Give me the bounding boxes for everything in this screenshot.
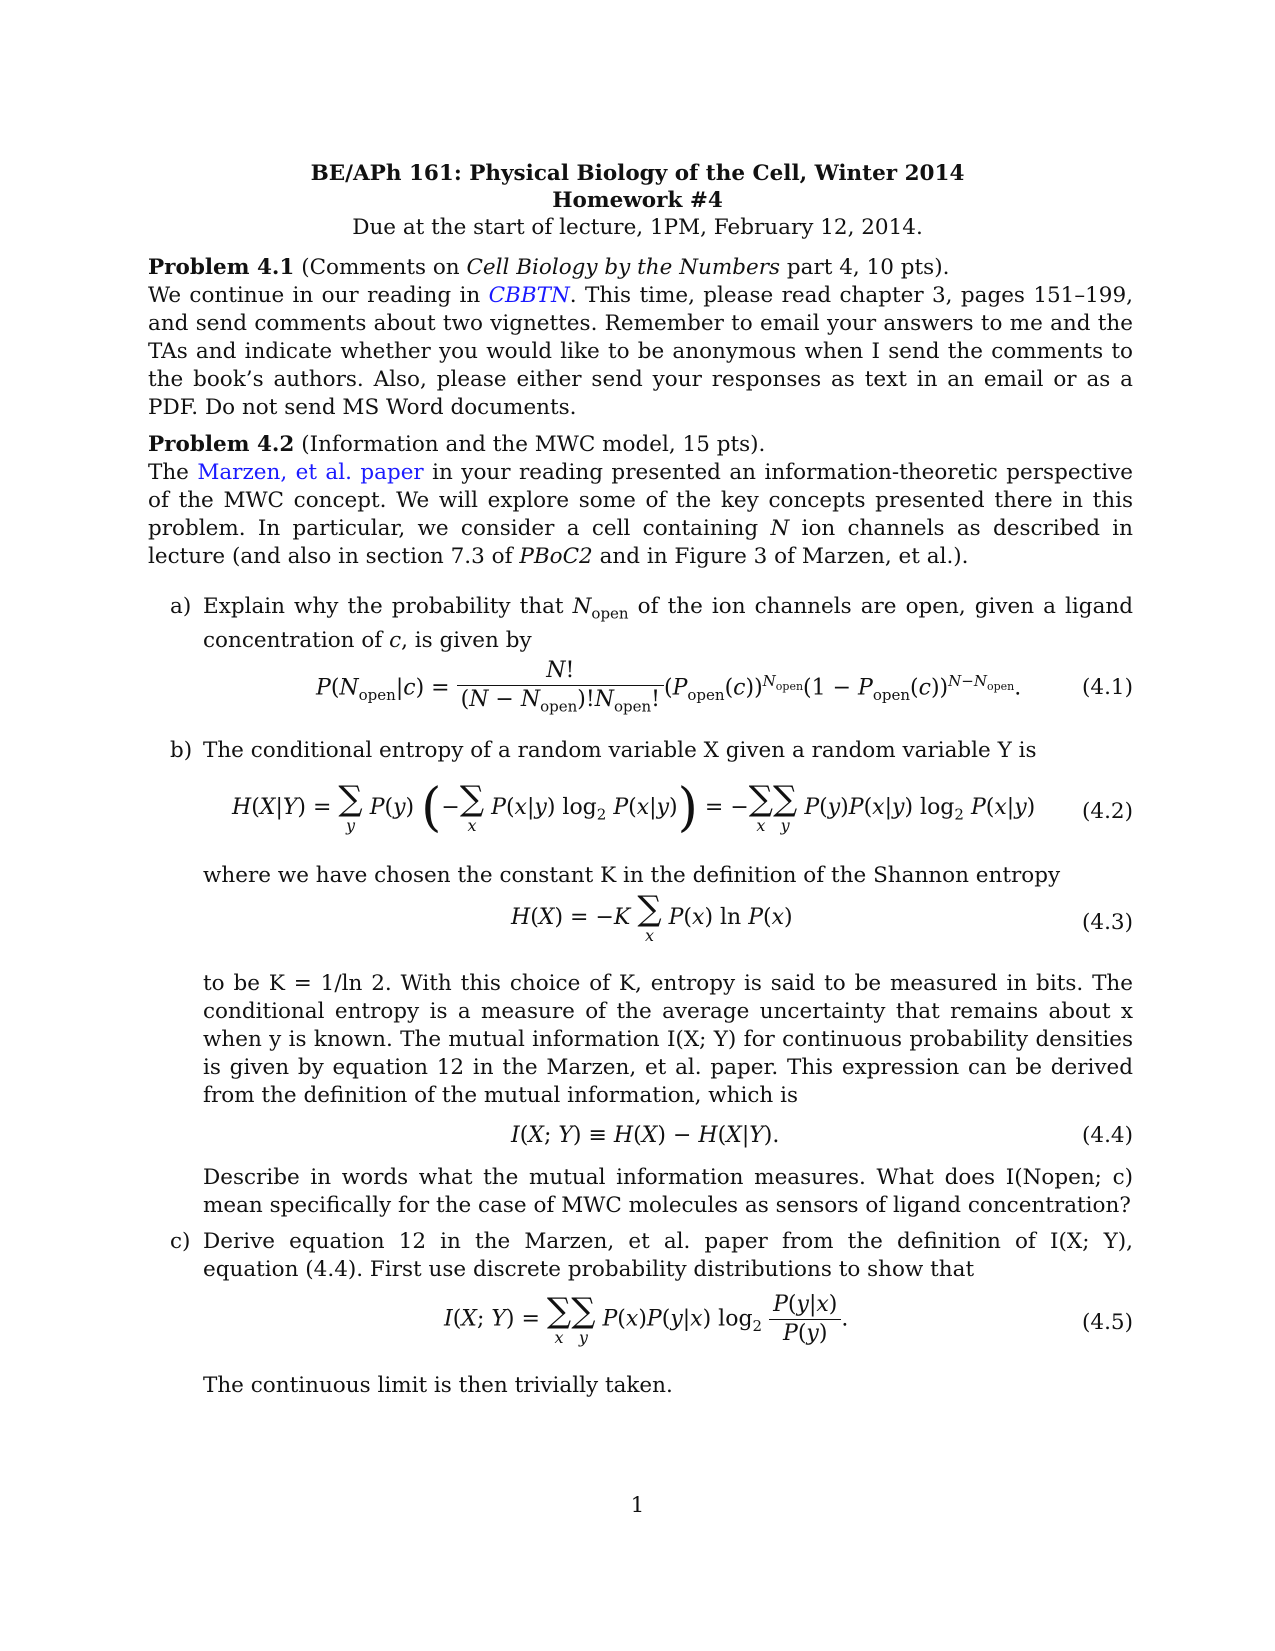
due-date: Due at the start of lecture, 1PM, February 12, 2014. — [352, 215, 923, 240]
equation-4-5: I(X; Y) = ∑ x ∑ y P(x)P(y|x) $\log_2$ $\frac{P(y|x)}{P(y)}$ . — [444, 1290, 849, 1347]
problem-4-2-lead: The — [148, 460, 198, 485]
problem-4-1-label: Problem 4.1 — [148, 255, 295, 280]
cbbtn-link[interactable]: CBBTN — [488, 283, 570, 308]
part-a-label: a) — [170, 594, 192, 619]
equation-4-1-number: (4.1) — [1082, 675, 1133, 700]
equation-4-3-number: (4.3) — [1082, 910, 1133, 935]
page-number: 1 — [630, 1493, 645, 1518]
equation-4-2-number: (4.2) — [1082, 799, 1133, 824]
problem-4-2-body1: in your reading presented an information-theoretic perspective of the MWC concept. We will explore some of the key concepts presented there in this problem. In particular, we consider a cell containing — [148, 460, 1133, 541]
part-b-text: The conditional entropy of a random variable X given a random variable Y is — [203, 738, 1037, 763]
book-title: Cell Biology by the Numbers — [466, 255, 781, 280]
problem-4-1-lead: We continue in our reading in — [148, 283, 489, 308]
equation-4-3: H(X) = −K ∑ x P(x) ln P(x) — [511, 889, 793, 945]
problem-4-1-body: . This time, please read chapter 3, pages 151–199, and send comments about two vignettes. Remember to email your answers to me and the TAs and indicate whether you would like to be anonymous when I send the comments to the book’s authors. Also, please either send your responses as text in an email or as a PDF. Do not send MS Word documents. — [148, 283, 1133, 420]
equation-4-1: $P(N_{open}|c)$ = $\frac{N!}{(N - N_{open})!N_{open}!}$ $(P_{open}(c))^{N_{open}}(1 - P_{open}(c))^{N-N_{open}}$. — [316, 658, 1022, 716]
problem-4-2-label: Problem 4.2 — [148, 432, 295, 457]
problem-4-1-paren-post: part 4, 10 pts). — [780, 255, 950, 280]
equation-4-4: I(X; Y) ≡ H(X) − H(X|Y). — [511, 1123, 780, 1148]
part-c-text: Derive equation 12 in the Marzen, et al. paper from the definition of I(X; Y), equation (4.4). First use discrete probability distributions to show that — [203, 1229, 1133, 1282]
entropy-paragraph: to be K = 1/ln 2. With this choice of K, entropy is said to be measured in bits. The conditional entropy is a measure of the average uncertainty that remains about x when y is known. The mutual information I(X; Y) for continuous probability densities is given by equation 12 in the Marzen, et al. paper. This expression can be derived from the definition of the mutual information, which is — [203, 971, 1133, 1108]
part-b-label: b) — [170, 738, 193, 763]
problem-4-2 — [148, 431, 1133, 571]
mutual-info-question: Describe in words what the mutual information measures. What does I(Nopen; c) mean specifically for the case of MWC molecules as sensors of ligand concentration? — [203, 1165, 1133, 1218]
equation-4-4-number: (4.4) — [1082, 1123, 1133, 1148]
problem-4-2-paren: (Information and the MWC model, 15 pts). — [301, 432, 766, 457]
where-text: where we have chosen the constant K in the definition of the Shannon entropy — [203, 863, 1061, 888]
marzen-paper-link[interactable]: Marzen, et al. paper — [197, 460, 424, 485]
equation-4-2: H(X|Y) = ∑ y P(y) (− ∑ x P(x|y) $\log_2 P(x|y)$) = − ∑ x ∑ y P(y)P(x|y) $\log_2 P(x|y)$ — [232, 778, 1036, 838]
problem-4-2-body2: ion channels as described in lecture (and also in section 7.3 of — [148, 516, 1133, 569]
pboc2-ref: PBoC2 — [519, 544, 593, 569]
problem-4-1 — [148, 254, 1133, 422]
n-symbol: N — [770, 516, 790, 541]
closing-text: The continuous limit is then trivially taken. — [203, 1373, 673, 1398]
equation-4-5-number: (4.5) — [1082, 1310, 1133, 1335]
part-c-label: c) — [170, 1229, 191, 1254]
document-title: BE/APh 161: Physical Biology of the Cell, Winter 2014 — [310, 161, 965, 186]
part-a-text: Explain why the probability that $N_{open}$ of the ion channels are open, given a ligand concentration of c, is given by — [203, 594, 1134, 654]
problem-4-2-body3: and in Figure 3 of Marzen, et al.). — [592, 544, 969, 569]
document-subtitle: Homework #4 — [552, 188, 723, 213]
problem-4-1-paren-pre: (Comments on — [301, 255, 467, 280]
